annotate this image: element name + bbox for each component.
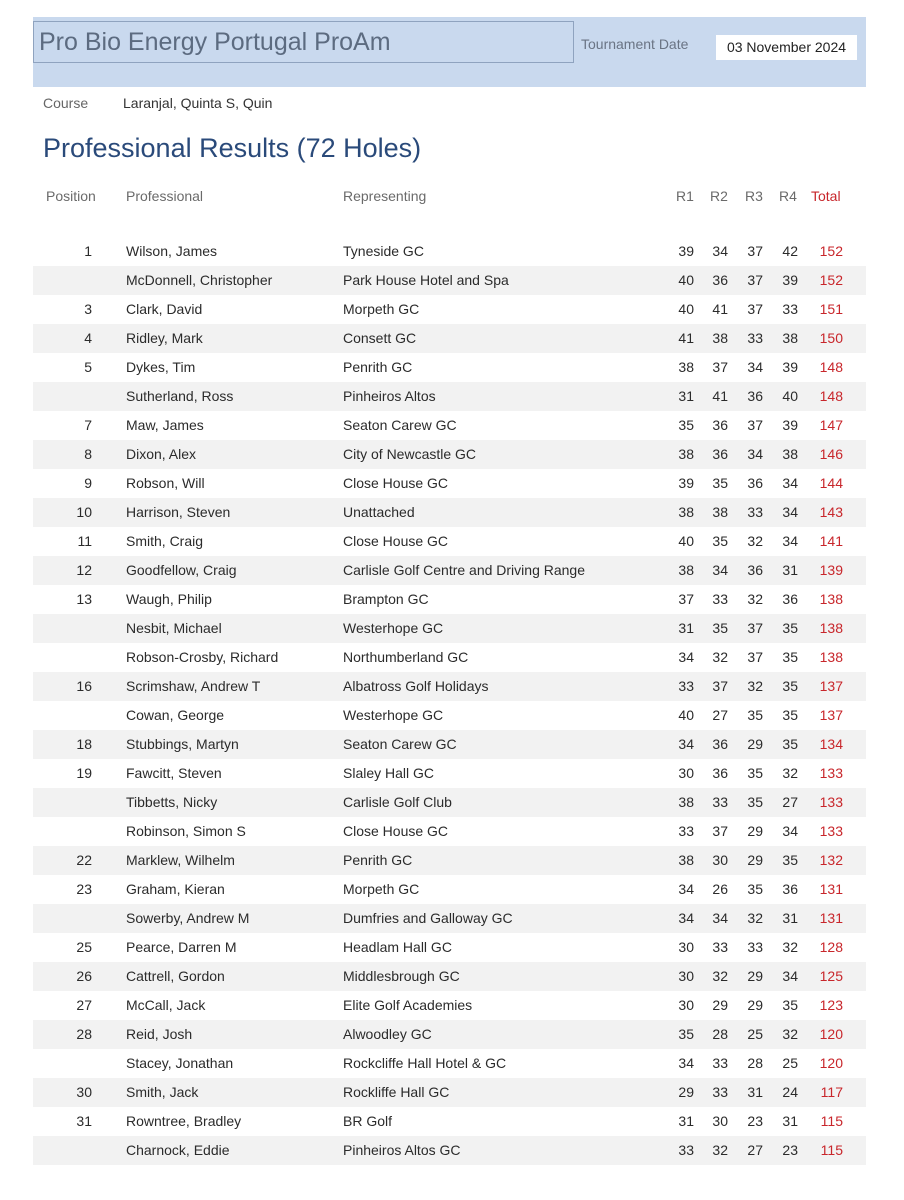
total-score-cell: 137 <box>819 678 843 694</box>
round-3-score-cell: 32 <box>747 910 763 926</box>
round-2-score-cell: 35 <box>712 533 728 549</box>
round-2-score-cell: 36 <box>712 736 728 752</box>
round-1-score-cell: 30 <box>678 997 694 1013</box>
professional-name-cell: Marklew, Wilhelm <box>126 852 235 868</box>
round-3-score-cell: 37 <box>747 272 763 288</box>
round-1-score-cell: 38 <box>678 504 694 520</box>
total-score-cell: 148 <box>819 359 843 375</box>
course-value: Laranjal, Quinta S, Quin <box>123 95 273 111</box>
round-2-score-cell: 33 <box>712 1084 728 1100</box>
round-4-score-cell: 34 <box>782 475 798 491</box>
round-3-score-cell: 27 <box>747 1142 763 1158</box>
representing-cell: Carlisle Golf Club <box>343 794 452 810</box>
table-row <box>33 266 866 295</box>
round-1-score-cell: 34 <box>678 1055 694 1071</box>
round-2-score-cell: 32 <box>712 649 728 665</box>
round-1-score-cell: 40 <box>678 533 694 549</box>
table-row <box>33 382 866 411</box>
position-cell: 4 <box>84 330 92 346</box>
table-row <box>33 440 866 469</box>
position-cell: 3 <box>84 301 92 317</box>
round-4-score-cell: 24 <box>782 1084 798 1100</box>
position-cell: 19 <box>76 765 92 781</box>
representing-cell: Pinheiros Altos <box>343 388 436 404</box>
professional-name-cell: Clark, David <box>126 301 203 317</box>
table-row <box>33 324 866 353</box>
round-4-score-cell: 23 <box>782 1142 798 1158</box>
round-1-score-cell: 31 <box>678 1113 694 1129</box>
table-row <box>33 730 866 759</box>
position-cell: 8 <box>84 446 92 462</box>
professional-name-cell: Waugh, Philip <box>126 591 212 607</box>
table-row <box>33 817 866 846</box>
round-1-score-cell: 34 <box>678 910 694 926</box>
column-header-r1: R1 <box>676 188 694 204</box>
position-cell: 11 <box>77 533 92 549</box>
total-score-cell: 133 <box>819 823 843 839</box>
round-4-score-cell: 35 <box>782 707 798 723</box>
professional-name-cell: Fawcitt, Steven <box>126 765 222 781</box>
round-4-score-cell: 36 <box>782 591 798 607</box>
round-4-score-cell: 40 <box>782 388 798 404</box>
round-2-score-cell: 27 <box>712 707 728 723</box>
round-3-score-cell: 32 <box>747 591 763 607</box>
round-2-score-cell: 36 <box>712 765 728 781</box>
tournament-title: Pro Bio Energy Portugal ProAm <box>33 21 574 63</box>
round-1-score-cell: 38 <box>678 359 694 375</box>
round-1-score-cell: 34 <box>678 649 694 665</box>
representing-cell: Rockcliffe Hall Hotel & GC <box>343 1055 507 1071</box>
total-score-cell: 138 <box>819 620 843 636</box>
round-2-score-cell: 36 <box>712 417 728 433</box>
total-score-cell: 146 <box>819 446 843 462</box>
round-1-score-cell: 34 <box>678 736 694 752</box>
round-3-score-cell: 37 <box>747 301 763 317</box>
round-4-score-cell: 35 <box>782 620 798 636</box>
round-4-score-cell: 39 <box>782 417 798 433</box>
representing-cell: Northumberland GC <box>343 649 469 665</box>
professional-name-cell: Pearce, Darren M <box>126 939 237 955</box>
round-4-score-cell: 34 <box>782 823 798 839</box>
position-cell: 5 <box>84 359 92 375</box>
representing-cell: Westerhope GC <box>343 620 444 636</box>
total-score-cell: 134 <box>819 736 843 752</box>
table-row <box>33 614 866 643</box>
round-2-score-cell: 41 <box>712 301 728 317</box>
representing-cell: Carlisle Golf Centre and Driving Range <box>343 562 585 578</box>
position-cell: 22 <box>76 852 92 868</box>
representing-cell: Morpeth GC <box>343 881 420 897</box>
total-score-cell: 144 <box>819 475 843 491</box>
round-3-score-cell: 35 <box>747 707 763 723</box>
round-3-score-cell: 25 <box>747 1026 763 1042</box>
total-score-cell: 120 <box>819 1055 843 1071</box>
round-1-score-cell: 29 <box>678 1084 694 1100</box>
page-title: Professional Results (72 Holes) <box>43 133 422 163</box>
table-row <box>33 701 866 730</box>
total-score-cell: 125 <box>819 968 843 984</box>
round-2-score-cell: 32 <box>712 1142 728 1158</box>
total-score-cell: 131 <box>819 910 843 926</box>
table-row <box>33 237 866 266</box>
round-3-score-cell: 34 <box>747 446 763 462</box>
round-3-score-cell: 29 <box>747 968 763 984</box>
representing-cell: BR Golf <box>343 1113 393 1129</box>
course-label: Course <box>43 95 89 111</box>
column-header-r3: R3 <box>745 188 763 204</box>
round-1-score-cell: 33 <box>678 1142 694 1158</box>
round-2-score-cell: 41 <box>712 388 728 404</box>
round-3-score-cell: 35 <box>747 794 763 810</box>
table-row <box>33 1136 866 1165</box>
round-4-score-cell: 34 <box>782 533 798 549</box>
total-score-cell: 139 <box>819 562 843 578</box>
round-3-score-cell: 33 <box>747 330 763 346</box>
round-3-score-cell: 28 <box>747 1055 763 1071</box>
round-3-score-cell: 34 <box>747 359 763 375</box>
position-cell: 23 <box>76 881 92 897</box>
round-2-score-cell: 33 <box>712 591 728 607</box>
position-cell: 30 <box>76 1084 92 1100</box>
professional-name-cell: Robinson, Simon S <box>126 823 246 839</box>
round-2-score-cell: 35 <box>712 475 728 491</box>
total-score-cell: 151 <box>819 301 843 317</box>
professional-name-cell: Dixon, Alex <box>126 446 197 462</box>
round-4-score-cell: 35 <box>782 678 798 694</box>
round-2-score-cell: 38 <box>712 504 728 520</box>
position-cell: 18 <box>76 736 92 752</box>
round-2-score-cell: 35 <box>712 620 728 636</box>
representing-cell: Seaton Carew GC <box>343 417 457 433</box>
professional-name-cell: Sowerby, Andrew M <box>126 910 250 926</box>
round-2-score-cell: 32 <box>712 968 728 984</box>
round-1-score-cell: 41 <box>678 330 694 346</box>
table-row <box>33 991 866 1020</box>
round-4-score-cell: 34 <box>782 968 798 984</box>
round-3-score-cell: 36 <box>747 475 763 491</box>
round-2-score-cell: 33 <box>712 794 728 810</box>
round-4-score-cell: 33 <box>782 301 798 317</box>
professional-name-cell: Stubbings, Martyn <box>126 736 239 752</box>
representing-cell: Dumfries and Galloway GC <box>343 910 513 926</box>
table-row <box>33 556 866 585</box>
round-2-score-cell: 33 <box>712 1055 728 1071</box>
round-3-score-cell: 37 <box>747 417 763 433</box>
position-cell: 9 <box>84 475 92 491</box>
total-score-cell: 138 <box>819 649 843 665</box>
total-score-cell: 138 <box>819 591 843 607</box>
position-cell: 7 <box>84 417 92 433</box>
round-3-score-cell: 29 <box>747 997 763 1013</box>
table-row <box>33 1049 866 1078</box>
round-1-score-cell: 38 <box>678 794 694 810</box>
round-1-score-cell: 35 <box>678 417 694 433</box>
professional-name-cell: Dykes, Tim <box>126 359 196 375</box>
round-3-score-cell: 37 <box>747 649 763 665</box>
table-row <box>33 933 866 962</box>
round-2-score-cell: 38 <box>712 330 728 346</box>
representing-cell: Alwoodley GC <box>343 1026 432 1042</box>
representing-cell: Pinheiros Altos GC <box>343 1142 461 1158</box>
representing-cell: Slaley Hall GC <box>343 765 435 781</box>
position-cell: 26 <box>76 968 92 984</box>
round-4-score-cell: 36 <box>782 881 798 897</box>
position-cell: 31 <box>76 1113 92 1129</box>
total-score-cell: 148 <box>819 388 843 404</box>
round-4-score-cell: 38 <box>782 330 798 346</box>
column-header-total: Total <box>811 188 841 204</box>
professional-name-cell: Scrimshaw, Andrew T <box>126 678 261 694</box>
round-2-score-cell: 37 <box>712 823 728 839</box>
total-score-cell: 115 <box>820 1113 843 1129</box>
table-row <box>33 875 866 904</box>
round-4-score-cell: 35 <box>782 997 798 1013</box>
round-3-score-cell: 29 <box>747 823 763 839</box>
round-1-score-cell: 30 <box>678 939 694 955</box>
table-row <box>33 846 866 875</box>
table-row <box>33 962 866 991</box>
round-4-score-cell: 32 <box>782 1026 798 1042</box>
round-4-score-cell: 42 <box>782 243 798 259</box>
round-1-score-cell: 30 <box>678 765 694 781</box>
professional-name-cell: Harrison, Steven <box>126 504 231 520</box>
professional-name-cell: Stacey, Jonathan <box>126 1055 234 1071</box>
professional-name-cell: Charnock, Eddie <box>126 1142 230 1158</box>
round-2-score-cell: 34 <box>712 243 728 259</box>
round-3-score-cell: 32 <box>747 678 763 694</box>
round-1-score-cell: 33 <box>678 678 694 694</box>
round-2-score-cell: 36 <box>712 272 728 288</box>
professional-name-cell: Tibbetts, Nicky <box>126 794 218 810</box>
table-row <box>33 585 866 614</box>
round-3-score-cell: 33 <box>747 939 763 955</box>
table-row <box>33 498 866 527</box>
total-score-cell: 133 <box>819 765 843 781</box>
professional-name-cell: Smith, Craig <box>126 533 204 549</box>
total-score-cell: 115 <box>820 1142 843 1158</box>
professional-name-cell: Smith, Jack <box>126 1084 199 1100</box>
tournament-date-value: 03 November 2024 <box>716 35 857 60</box>
professional-name-cell: Robson-Crosby, Richard <box>126 649 279 665</box>
total-score-cell: 152 <box>819 272 843 288</box>
representing-cell: Headlam Hall GC <box>343 939 452 955</box>
professional-name-cell: McDonnell, Christopher <box>126 272 273 288</box>
round-2-score-cell: 34 <box>712 562 728 578</box>
round-2-score-cell: 37 <box>712 359 728 375</box>
round-4-score-cell: 34 <box>782 504 798 520</box>
representing-cell: Close House GC <box>343 823 449 839</box>
position-cell: 25 <box>76 939 92 955</box>
round-1-score-cell: 40 <box>678 272 694 288</box>
round-3-score-cell: 32 <box>747 533 763 549</box>
total-score-cell: 120 <box>819 1026 843 1042</box>
results-table <box>33 237 866 1165</box>
professional-name-cell: Wilson, James <box>126 243 218 259</box>
professional-name-cell: Rowntree, Bradley <box>126 1113 242 1129</box>
professional-name-cell: Robson, Will <box>126 475 205 491</box>
representing-cell: Penrith GC <box>343 359 413 375</box>
round-1-score-cell: 40 <box>678 301 694 317</box>
table-row <box>33 353 866 382</box>
column-header-r4: R4 <box>779 188 797 204</box>
round-1-score-cell: 37 <box>678 591 694 607</box>
round-2-score-cell: 34 <box>712 910 728 926</box>
representing-cell: Close House GC <box>343 533 449 549</box>
table-row <box>33 643 866 672</box>
round-4-score-cell: 31 <box>782 1113 798 1129</box>
representing-cell: Park House Hotel and Spa <box>343 272 509 288</box>
representing-cell: Tyneside GC <box>343 243 424 259</box>
table-row <box>33 411 866 440</box>
round-3-score-cell: 23 <box>747 1113 763 1129</box>
professional-name-cell: Sutherland, Ross <box>126 388 234 404</box>
round-2-score-cell: 30 <box>712 1113 728 1129</box>
representing-cell: Middlesbrough GC <box>343 968 460 984</box>
table-row <box>33 295 866 324</box>
round-3-score-cell: 33 <box>747 504 763 520</box>
round-4-score-cell: 27 <box>782 794 798 810</box>
round-4-score-cell: 38 <box>782 446 798 462</box>
professional-name-cell: Ridley, Mark <box>126 330 203 346</box>
round-3-score-cell: 37 <box>747 243 763 259</box>
representing-cell: Close House GC <box>343 475 449 491</box>
total-score-cell: 131 <box>819 881 843 897</box>
round-1-score-cell: 38 <box>678 852 694 868</box>
professional-name-cell: Goodfellow, Craig <box>126 562 237 578</box>
round-3-score-cell: 35 <box>747 881 763 897</box>
round-4-score-cell: 25 <box>782 1055 798 1071</box>
professional-name-cell: Reid, Josh <box>126 1026 193 1042</box>
total-score-cell: 137 <box>819 707 843 723</box>
column-header-r2: R2 <box>710 188 728 204</box>
professional-name-cell: Cattrell, Gordon <box>126 968 225 984</box>
round-1-score-cell: 40 <box>678 707 694 723</box>
table-row <box>33 1078 866 1107</box>
table-row <box>33 788 866 817</box>
round-1-score-cell: 31 <box>678 620 694 636</box>
round-2-score-cell: 37 <box>712 678 728 694</box>
round-2-score-cell: 29 <box>712 997 728 1013</box>
table-row <box>33 469 866 498</box>
round-3-score-cell: 31 <box>747 1084 763 1100</box>
representing-cell: Morpeth GC <box>343 301 420 317</box>
table-row <box>33 672 866 701</box>
round-4-score-cell: 31 <box>782 562 798 578</box>
representing-cell: Westerhope GC <box>343 707 444 723</box>
representing-cell: Unattached <box>343 504 415 520</box>
position-cell: 13 <box>76 591 92 607</box>
total-score-cell: 133 <box>819 794 843 810</box>
round-4-score-cell: 31 <box>782 910 798 926</box>
round-2-score-cell: 36 <box>712 446 728 462</box>
representing-cell: Albatross Golf Holidays <box>343 678 489 694</box>
total-score-cell: 152 <box>819 243 843 259</box>
position-cell: 12 <box>76 562 92 578</box>
table-row <box>33 904 866 933</box>
round-2-score-cell: 33 <box>712 939 728 955</box>
round-3-score-cell: 36 <box>747 562 763 578</box>
total-score-cell: 128 <box>819 939 843 955</box>
position-cell: 28 <box>76 1026 92 1042</box>
round-1-score-cell: 39 <box>678 243 694 259</box>
total-score-cell: 141 <box>819 533 843 549</box>
position-cell: 1 <box>84 243 92 259</box>
round-4-score-cell: 39 <box>782 272 798 288</box>
position-cell: 10 <box>76 504 92 520</box>
round-3-score-cell: 29 <box>747 852 763 868</box>
round-1-score-cell: 33 <box>678 823 694 839</box>
total-score-cell: 143 <box>819 504 843 520</box>
round-2-score-cell: 28 <box>712 1026 728 1042</box>
total-score-cell: 117 <box>820 1084 843 1100</box>
column-header-representing: Representing <box>343 188 427 204</box>
table-row <box>33 759 866 788</box>
round-1-score-cell: 38 <box>678 562 694 578</box>
round-1-score-cell: 30 <box>678 968 694 984</box>
round-1-score-cell: 38 <box>678 446 694 462</box>
round-3-score-cell: 37 <box>747 620 763 636</box>
column-header-position: Position <box>46 188 96 204</box>
total-score-cell: 132 <box>819 852 843 868</box>
professional-name-cell: Cowan, George <box>126 707 225 723</box>
round-4-score-cell: 35 <box>782 852 798 868</box>
professional-name-cell: Maw, James <box>126 417 204 433</box>
table-row <box>33 527 866 556</box>
representing-cell: Brampton GC <box>343 591 429 607</box>
table-row <box>33 1107 866 1136</box>
round-4-score-cell: 39 <box>782 359 798 375</box>
round-2-score-cell: 30 <box>712 852 728 868</box>
professional-name-cell: Graham, Kieran <box>126 881 225 897</box>
round-4-score-cell: 35 <box>782 649 798 665</box>
position-cell: 27 <box>76 997 92 1013</box>
representing-cell: Penrith GC <box>343 852 413 868</box>
column-header-professional: Professional <box>126 188 204 204</box>
professional-name-cell: McCall, Jack <box>126 997 206 1013</box>
representing-cell: City of Newcastle GC <box>343 446 477 462</box>
total-score-cell: 123 <box>819 997 843 1013</box>
round-3-score-cell: 29 <box>747 736 763 752</box>
position-cell: 16 <box>76 678 92 694</box>
representing-cell: Rockliffe Hall GC <box>343 1084 450 1100</box>
representing-cell: Elite Golf Academies <box>343 997 473 1013</box>
round-3-score-cell: 36 <box>747 388 763 404</box>
tournament-date-label: Tournament Date <box>581 36 689 52</box>
representing-cell: Consett GC <box>343 330 417 346</box>
round-4-score-cell: 32 <box>782 939 798 955</box>
round-4-score-cell: 35 <box>782 736 798 752</box>
round-1-score-cell: 35 <box>678 1026 694 1042</box>
total-score-cell: 147 <box>819 417 843 433</box>
round-2-score-cell: 26 <box>712 881 728 897</box>
round-1-score-cell: 39 <box>678 475 694 491</box>
total-score-cell: 150 <box>819 330 843 346</box>
round-3-score-cell: 35 <box>747 765 763 781</box>
table-row <box>33 1020 866 1049</box>
representing-cell: Seaton Carew GC <box>343 736 457 752</box>
round-1-score-cell: 34 <box>678 881 694 897</box>
round-1-score-cell: 31 <box>678 388 694 404</box>
round-4-score-cell: 32 <box>782 765 798 781</box>
professional-name-cell: Nesbit, Michael <box>126 620 222 636</box>
